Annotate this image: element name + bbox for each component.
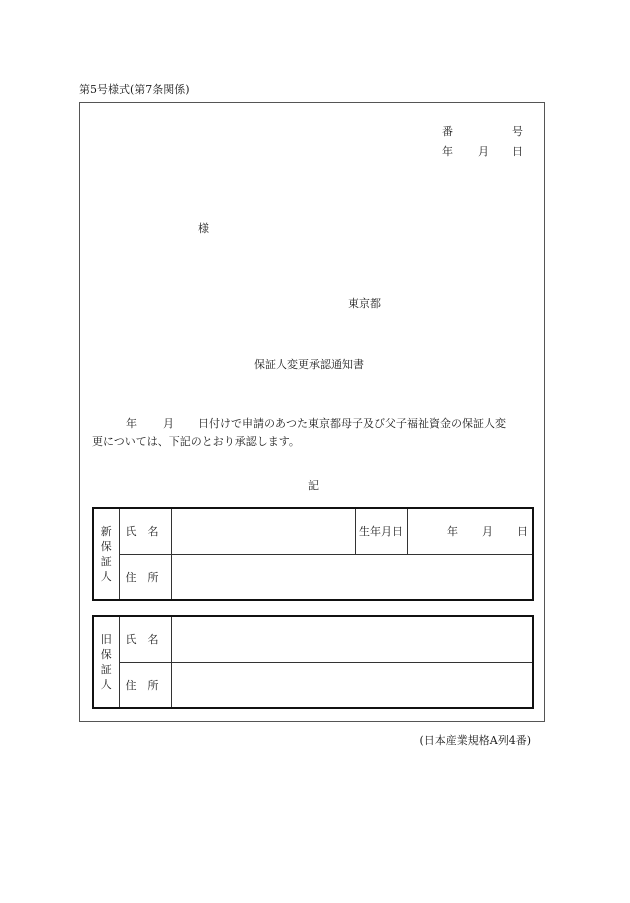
new-address-field[interactable] <box>171 554 533 600</box>
body-line-2: 更については、下記のとおり承認します。 <box>92 435 300 448</box>
page-title: 保証人変更承認通知書 <box>254 358 364 371</box>
form-number-label: 第5号様式(第7条関係) <box>79 83 190 96</box>
old-guarantor-side-label: 旧 保 証 人 <box>93 616 119 708</box>
new-address-label: 住 所 <box>119 554 171 600</box>
new-guarantor-table <box>92 507 534 601</box>
addressee-suffix: 様 <box>198 222 209 235</box>
issuer-name: 東京都 <box>348 297 381 310</box>
date-day-label: 日 <box>512 145 523 158</box>
date-year-label: 年 <box>442 145 453 158</box>
new-name-label: 氏 名 <box>119 508 171 554</box>
old-guarantor-table <box>92 615 534 709</box>
old-address-field[interactable] <box>171 662 533 708</box>
old-address-label: 住 所 <box>119 662 171 708</box>
body-line-1 <box>92 415 506 431</box>
body-month: 月 <box>163 417 174 430</box>
new-guarantor-side-label: 新 保 証 人 <box>93 508 119 600</box>
new-name-field[interactable] <box>171 508 355 554</box>
document-frame <box>79 102 545 722</box>
old-name-field[interactable] <box>171 616 533 662</box>
date-month-label: 月 <box>478 145 489 158</box>
paper-size-note: (日本産業規格A列4番) <box>419 734 531 747</box>
old-name-label: 氏 名 <box>119 616 171 662</box>
number-label-left: 番 <box>442 125 453 138</box>
number-label-right: 号 <box>512 125 523 138</box>
body-year: 年 <box>126 417 137 430</box>
ki-heading: 記 <box>308 479 319 492</box>
body-line-1-text: 日付けで申請のあつた東京都母子及び父子福祉資金の保証人変 <box>198 417 506 430</box>
new-birthdate-field[interactable]: 年 月 日 <box>407 508 533 554</box>
new-birthdate-label: 生年月日 <box>355 508 407 554</box>
